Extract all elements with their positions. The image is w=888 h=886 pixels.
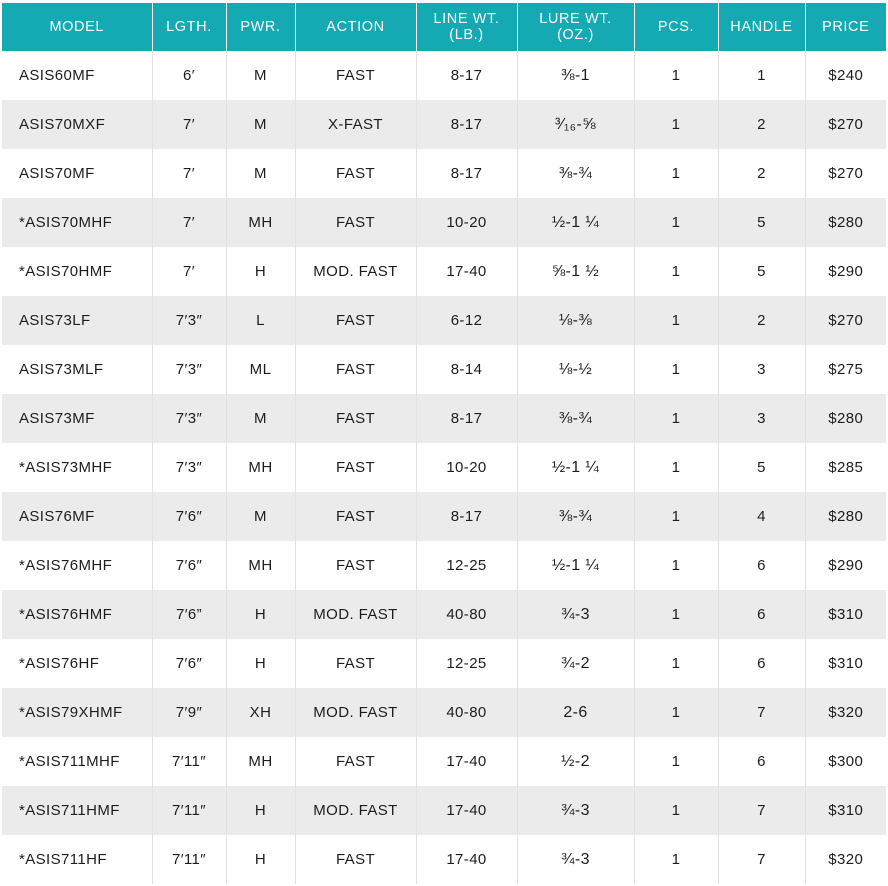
cell-length: 7′ [152,247,226,296]
table-row [2,247,886,296]
cell-lure-weight: ¾-3 [517,835,634,884]
cell-price: $290 [805,541,886,590]
cell-power: M [226,492,295,541]
cell-model: ASIS60MF [2,51,152,100]
cell-line-weight: 40-80 [416,688,517,737]
table-row [2,394,886,443]
cell-handle: 3 [718,394,805,443]
cell-length: 7′11″ [152,737,226,786]
cell-power: H [226,590,295,639]
rod-spec-table [2,3,886,884]
cell-line-weight: 17-40 [416,247,517,296]
cell-action: FAST [295,149,416,198]
cell-price: $270 [805,296,886,345]
table-row [2,149,886,198]
table-row [2,737,886,786]
cell-handle: 6 [718,590,805,639]
cell-model: *ASIS76MHF [2,541,152,590]
cell-model: ASIS70MF [2,149,152,198]
cell-length: 7′3″ [152,345,226,394]
cell-price: $320 [805,835,886,884]
cell-lure-weight: ⅝-1 ½ [517,247,634,296]
cell-line-weight: 40-80 [416,590,517,639]
cell-action: FAST [295,443,416,492]
cell-model: *ASIS711HF [2,835,152,884]
cell-length: 7′ [152,149,226,198]
header-action: ACTION [295,3,416,51]
cell-length: 6′ [152,51,226,100]
cell-line-weight: 8-17 [416,492,517,541]
cell-line-weight: 6-12 [416,296,517,345]
header-lure-weight-label: LURE WT. [539,11,612,27]
cell-handle: 3 [718,345,805,394]
header-handle: HANDLE [718,3,805,51]
cell-action: FAST [295,296,416,345]
cell-handle: 6 [718,541,805,590]
cell-power: H [226,835,295,884]
cell-action: MOD. FAST [295,247,416,296]
cell-line-weight: 8-14 [416,345,517,394]
cell-pieces: 1 [634,149,718,198]
table-row [2,590,886,639]
table-header [2,3,886,51]
cell-model: *ASIS76HF [2,639,152,688]
cell-line-weight: 17-40 [416,786,517,835]
cell-power: MH [226,198,295,247]
cell-lure-weight: ⅛-½ [517,345,634,394]
cell-price: $310 [805,786,886,835]
cell-power: MH [226,443,295,492]
header-price: PRICE [805,3,886,51]
cell-length: 7′9″ [152,688,226,737]
cell-action: MOD. FAST [295,688,416,737]
cell-handle: 7 [718,688,805,737]
header-lure-weight [517,3,634,51]
cell-model: ASIS76MF [2,492,152,541]
cell-power: XH [226,688,295,737]
cell-action: FAST [295,492,416,541]
cell-action: FAST [295,198,416,247]
cell-line-weight: 8-17 [416,394,517,443]
cell-pieces: 1 [634,247,718,296]
cell-lure-weight: ⅜-1 [517,51,634,100]
cell-handle: 1 [718,51,805,100]
cell-length: 7′6” [152,590,226,639]
cell-model: ASIS70MXF [2,100,152,149]
cell-lure-weight: ³⁄₁₆-⅝ [517,100,634,149]
cell-pieces: 1 [634,345,718,394]
cell-handle: 5 [718,247,805,296]
cell-model: ASIS73MF [2,394,152,443]
cell-pieces: 1 [634,198,718,247]
cell-lure-weight: ⅛-⅜ [517,296,634,345]
cell-action: MOD. FAST [295,786,416,835]
table-row [2,51,886,100]
cell-pieces: 1 [634,639,718,688]
cell-length: 7′6″ [152,541,226,590]
cell-power: M [226,100,295,149]
cell-model: *ASIS70HMF [2,247,152,296]
header-line-weight-unit: (LB.) [449,27,484,43]
table-row [2,198,886,247]
cell-length: 7′3″ [152,296,226,345]
cell-price: $320 [805,688,886,737]
table-row [2,345,886,394]
cell-model: *ASIS711HMF [2,786,152,835]
table-row [2,541,886,590]
header-line-weight-label: LINE WT. [433,11,500,27]
header-lure-weight-unit: (OZ.) [557,27,594,43]
cell-power: M [226,394,295,443]
cell-line-weight: 8-17 [416,51,517,100]
table-row [2,786,886,835]
cell-lure-weight: ⅜-¾ [517,492,634,541]
cell-price: $290 [805,247,886,296]
cell-handle: 7 [718,835,805,884]
cell-pieces: 1 [634,443,718,492]
cell-line-weight: 10-20 [416,198,517,247]
cell-line-weight: 12-25 [416,541,517,590]
cell-pieces: 1 [634,786,718,835]
cell-model: *ASIS79XHMF [2,688,152,737]
cell-length: 7′11″ [152,835,226,884]
cell-length: 7′6″ [152,639,226,688]
cell-power: H [226,786,295,835]
cell-model: *ASIS76HMF [2,590,152,639]
cell-action: FAST [295,541,416,590]
cell-price: $240 [805,51,886,100]
cell-price: $280 [805,492,886,541]
cell-lure-weight: 2-6 [517,688,634,737]
table-row [2,639,886,688]
cell-power: H [226,639,295,688]
cell-action: FAST [295,737,416,786]
cell-lure-weight: ¾-3 [517,786,634,835]
cell-line-weight: 10-20 [416,443,517,492]
header-power: PWR. [226,3,295,51]
table-body [2,51,886,884]
table-row [2,835,886,884]
cell-action: X-FAST [295,100,416,149]
cell-handle: 7 [718,786,805,835]
cell-line-weight: 8-17 [416,100,517,149]
cell-price: $275 [805,345,886,394]
cell-model: *ASIS70MHF [2,198,152,247]
cell-handle: 4 [718,492,805,541]
cell-model: *ASIS73MHF [2,443,152,492]
table-row [2,100,886,149]
cell-action: FAST [295,835,416,884]
cell-action: FAST [295,639,416,688]
cell-model: ASIS73MLF [2,345,152,394]
cell-line-weight: 17-40 [416,835,517,884]
cell-price: $310 [805,639,886,688]
cell-lure-weight: ⅜-¾ [517,149,634,198]
table-row [2,296,886,345]
cell-length: 7′6″ [152,492,226,541]
table-row [2,688,886,737]
cell-model: *ASIS711MHF [2,737,152,786]
cell-pieces: 1 [634,541,718,590]
cell-handle: 2 [718,149,805,198]
cell-length: 7′11″ [152,786,226,835]
cell-line-weight: 12-25 [416,639,517,688]
cell-action: FAST [295,51,416,100]
cell-price: $280 [805,198,886,247]
cell-length: 7′3″ [152,394,226,443]
cell-action: FAST [295,394,416,443]
cell-price: $310 [805,590,886,639]
cell-pieces: 1 [634,51,718,100]
cell-price: $270 [805,149,886,198]
cell-lure-weight: ½-2 [517,737,634,786]
cell-power: M [226,51,295,100]
cell-power: MH [226,737,295,786]
header-line-weight [416,3,517,51]
cell-pieces: 1 [634,100,718,149]
cell-action: FAST [295,345,416,394]
cell-length: 7′ [152,198,226,247]
cell-lure-weight: ½-1 ¼ [517,541,634,590]
cell-handle: 5 [718,198,805,247]
cell-pieces: 1 [634,688,718,737]
cell-handle: 2 [718,296,805,345]
header-pieces: PCS. [634,3,718,51]
header-length: LGTH. [152,3,226,51]
cell-handle: 6 [718,737,805,786]
cell-pieces: 1 [634,737,718,786]
cell-pieces: 1 [634,492,718,541]
cell-pieces: 1 [634,296,718,345]
cell-power: ML [226,345,295,394]
cell-lure-weight: ½-1 ¼ [517,443,634,492]
cell-handle: 6 [718,639,805,688]
table-row [2,443,886,492]
cell-power: MH [226,541,295,590]
cell-pieces: 1 [634,590,718,639]
cell-pieces: 1 [634,835,718,884]
cell-length: 7′ [152,100,226,149]
cell-line-weight: 8-17 [416,149,517,198]
cell-power: M [226,149,295,198]
cell-action: MOD. FAST [295,590,416,639]
cell-price: $280 [805,394,886,443]
cell-lure-weight: ¾-2 [517,639,634,688]
cell-price: $285 [805,443,886,492]
cell-handle: 2 [718,100,805,149]
header-model: MODEL [2,3,152,51]
cell-power: H [226,247,295,296]
cell-pieces: 1 [634,394,718,443]
cell-handle: 5 [718,443,805,492]
header-row [2,3,886,51]
table-row [2,492,886,541]
cell-length: 7′3″ [152,443,226,492]
cell-power: L [226,296,295,345]
cell-lure-weight: ⅜-¾ [517,394,634,443]
cell-line-weight: 17-40 [416,737,517,786]
cell-lure-weight: ½-1 ¼ [517,198,634,247]
cell-price: $270 [805,100,886,149]
cell-model: ASIS73LF [2,296,152,345]
cell-lure-weight: ¾-3 [517,590,634,639]
cell-price: $300 [805,737,886,786]
